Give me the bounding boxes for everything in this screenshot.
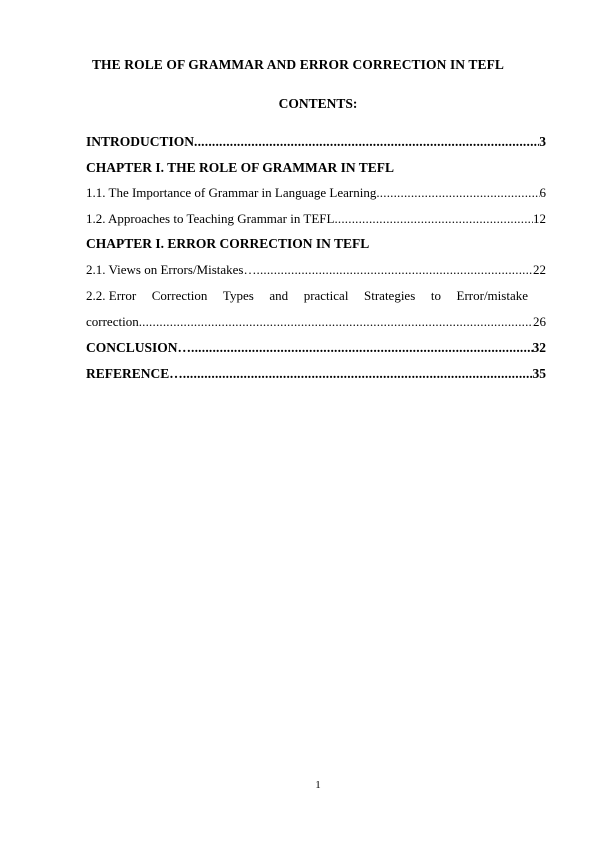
toc-entry-1-1 <box>86 185 546 211</box>
document-title: THE ROLE OF GRAMMAR AND ERROR CORRECTION IN TEFL <box>91 57 505 72</box>
dot-leader <box>183 366 533 382</box>
toc-word: Strategies <box>364 288 416 303</box>
toc-word: Types <box>222 288 254 303</box>
toc-entry-reference <box>86 366 546 392</box>
toc-word: and <box>269 288 289 303</box>
toc-word: 2.2. Error <box>86 288 137 303</box>
toc-entry-label: INTRODUCTION <box>86 134 195 149</box>
toc-entry-page: 26 <box>533 314 546 329</box>
toc-word: Error/mistake <box>456 288 528 303</box>
toc-entry-conclusion <box>86 340 546 366</box>
toc-entry-label: 2.1. Views on Errors/Mistakes… <box>86 262 257 277</box>
toc-word: to <box>430 288 441 303</box>
toc-entry-label: 1.2. Approaches to Teaching Grammar in TEFL <box>86 211 335 226</box>
toc-chapter-2-heading: CHAPTER I. ERROR CORRECTION IN TEFL <box>86 236 370 251</box>
dot-leader <box>334 211 533 227</box>
toc-entry-label: CONCLUSION… <box>86 340 192 355</box>
toc-entry-label: correction <box>86 314 139 329</box>
dot-leader <box>194 134 539 150</box>
toc-entry-page: 22 <box>533 262 546 277</box>
toc-entry-introduction <box>86 134 546 160</box>
toc-word: practical <box>303 288 349 303</box>
toc-chapter-1-heading: CHAPTER I. THE ROLE OF GRAMMAR IN TEFL <box>86 160 395 175</box>
dot-leader <box>139 314 533 330</box>
toc-entry-2-1 <box>86 262 546 288</box>
toc-word: Correction <box>151 288 208 303</box>
toc-entry-1-2 <box>86 211 546 236</box>
toc-entry-label: REFERENCE… <box>86 366 183 381</box>
dot-leader <box>191 340 532 356</box>
toc-entry-page: 3 <box>539 134 546 149</box>
contents-heading: CONTENTS: <box>278 96 358 111</box>
dot-leader <box>376 185 539 201</box>
toc-entry-page: 32 <box>532 340 546 355</box>
table-of-contents <box>86 134 546 392</box>
toc-entry-page: 12 <box>533 211 546 226</box>
page-number: 1 <box>315 779 321 791</box>
toc-entry-2-2-line-1 <box>86 288 528 314</box>
toc-entry-page: 35 <box>532 366 546 381</box>
toc-entry-page: 6 <box>539 185 546 200</box>
dot-leader <box>257 262 534 278</box>
toc-entry-label: 1.1. The Importance of Grammar in Language Learning <box>86 185 377 200</box>
toc-entry-2-2-line-2 <box>86 314 546 340</box>
